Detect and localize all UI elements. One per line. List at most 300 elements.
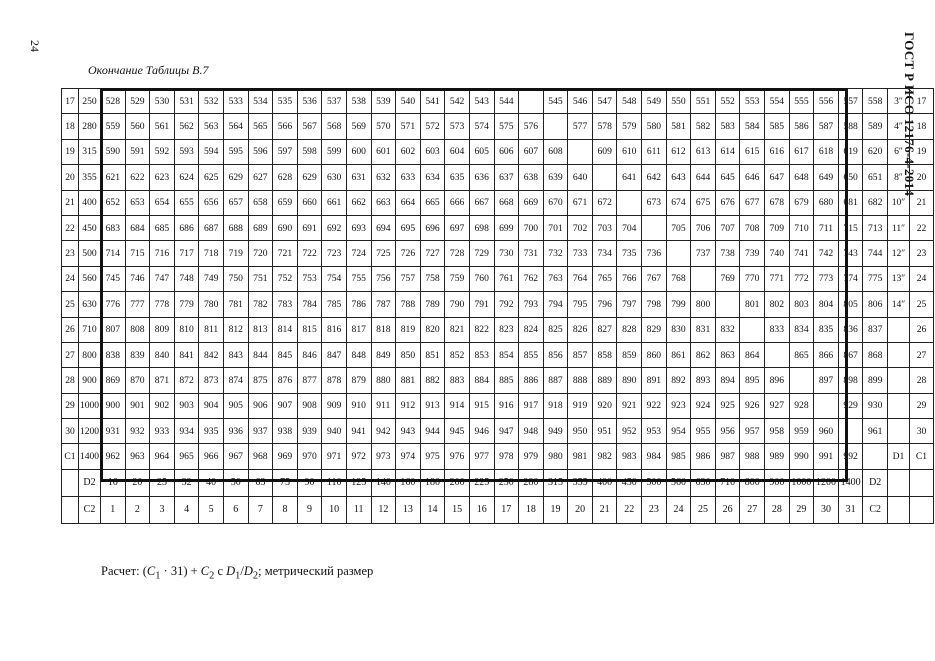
code-cell: 893 [691, 368, 716, 393]
code-cell: 555 [789, 89, 814, 114]
code-cell: 853 [469, 342, 494, 367]
code-cell: 792 [494, 292, 519, 317]
c2_row-value: 6 [223, 496, 248, 523]
code-cell: 650 [838, 165, 863, 190]
code-cell: 807 [101, 317, 126, 342]
code-cell: 606 [494, 139, 519, 164]
c2_row-value: 23 [642, 496, 667, 523]
code-cell: 533 [223, 89, 248, 114]
code-cell: 544 [494, 89, 519, 114]
code-cell: 798 [642, 292, 667, 317]
table-row [62, 89, 934, 114]
code-cell: 817 [346, 317, 371, 342]
code-cell: 596 [248, 139, 273, 164]
code-cell: 902 [150, 393, 175, 418]
c2_row-value: 24 [666, 496, 691, 523]
row-code-right: 25 [910, 292, 934, 317]
table-row [62, 266, 934, 291]
code-cell: 676 [715, 190, 740, 215]
row-imperial [888, 342, 910, 367]
code-cell: 791 [469, 292, 494, 317]
row-d1: 315 [79, 139, 101, 164]
code-cell: 688 [223, 215, 248, 240]
row-code: 22 [62, 215, 79, 240]
code-cell: 545 [543, 89, 568, 114]
c2_row-value: 2 [125, 496, 150, 523]
row-code-right: 26 [910, 317, 934, 342]
code-cell: 627 [248, 165, 273, 190]
code-cell: 903 [174, 393, 199, 418]
code-cell [838, 419, 863, 444]
code-cell: 684 [125, 215, 150, 240]
code-cell: 958 [765, 419, 790, 444]
code-cell: 860 [642, 342, 667, 367]
code-cell: 528 [101, 89, 126, 114]
code-cell: 975 [420, 444, 445, 469]
row-imperial [888, 368, 910, 393]
code-cell: 938 [273, 419, 298, 444]
code-cell: 541 [420, 89, 445, 114]
code-cell: 956 [715, 419, 740, 444]
code-cell: 669 [519, 190, 544, 215]
code-cell: 913 [420, 393, 445, 418]
code-cell: 815 [297, 317, 322, 342]
code-cell: 826 [568, 317, 593, 342]
code-cell: 686 [174, 215, 199, 240]
code-cell: 872 [174, 368, 199, 393]
code-cell: 685 [150, 215, 175, 240]
code-cell: 720 [248, 241, 273, 266]
code-cell: 722 [297, 241, 322, 266]
code-cell: 983 [617, 444, 642, 469]
code-cell: 895 [740, 368, 765, 393]
code-cell: 537 [322, 89, 347, 114]
code-cell: 547 [592, 89, 617, 114]
d2_row-value: 630 [691, 469, 716, 496]
code-cell: 614 [715, 139, 740, 164]
c2_row-value: 17 [494, 496, 519, 523]
code-cell: 844 [248, 342, 273, 367]
code-cell: 790 [445, 292, 470, 317]
code-cell: 876 [273, 368, 298, 393]
code-cell: 949 [543, 419, 568, 444]
code-cell: 987 [715, 444, 740, 469]
code-cell: 636 [469, 165, 494, 190]
code-cell: 602 [396, 139, 421, 164]
code-cell: 919 [568, 393, 593, 418]
code-cell: 738 [715, 241, 740, 266]
code-cell [789, 368, 814, 393]
code-cell: 966 [199, 444, 224, 469]
code-cell: 803 [789, 292, 814, 317]
code-cell: 961 [863, 419, 888, 444]
code-cell: 561 [150, 114, 175, 139]
row-code: 30 [62, 419, 79, 444]
code-cell: 536 [297, 89, 322, 114]
code-cell: 646 [740, 165, 765, 190]
code-cell: 944 [420, 419, 445, 444]
code-cell: 879 [346, 368, 371, 393]
code-cell: 899 [863, 368, 888, 393]
code-cell: 673 [642, 190, 667, 215]
table-row [62, 419, 934, 444]
code-cell: 656 [199, 190, 224, 215]
code-cell: 760 [469, 266, 494, 291]
code-cell: 855 [519, 342, 544, 367]
code-cell: 840 [150, 342, 175, 367]
code-cell: 723 [322, 241, 347, 266]
row-imperial: 10″ [888, 190, 910, 215]
code-cell: 535 [273, 89, 298, 114]
row-d1: 400 [79, 190, 101, 215]
blank-cell [62, 469, 79, 496]
row-code-right: 19 [910, 139, 934, 164]
d2_row-value: 710 [715, 469, 740, 496]
code-cell: 786 [346, 292, 371, 317]
d2_row-value: 560 [666, 469, 691, 496]
code-cell: 591 [125, 139, 150, 164]
c2_row-value: 30 [814, 496, 839, 523]
table-row [62, 317, 934, 342]
code-cell: 618 [814, 139, 839, 164]
code-cell: 546 [568, 89, 593, 114]
formula-text: с [214, 564, 227, 578]
code-cell: 799 [666, 292, 691, 317]
code-cell: 952 [617, 419, 642, 444]
code-cell: 769 [715, 266, 740, 291]
code-cell: 615 [740, 139, 765, 164]
code-cell: 758 [420, 266, 445, 291]
code-cell [617, 190, 642, 215]
code-cell: 856 [543, 342, 568, 367]
c2_row-value: 19 [543, 496, 568, 523]
code-cell: 557 [838, 89, 863, 114]
code-cell: 610 [617, 139, 642, 164]
code-cell: 979 [519, 444, 544, 469]
code-cell: 810 [174, 317, 199, 342]
code-cell: 531 [174, 89, 199, 114]
code-cell: 660 [297, 190, 322, 215]
code-cell: 822 [469, 317, 494, 342]
code-cell: 864 [740, 342, 765, 367]
code-cell: 833 [765, 317, 790, 342]
code-cell: 558 [863, 89, 888, 114]
code-cell: 989 [765, 444, 790, 469]
code-cell: 554 [765, 89, 790, 114]
code-cell: 934 [174, 419, 199, 444]
d2_row-value: 25 [150, 469, 175, 496]
code-cell: 579 [617, 114, 642, 139]
row-code-right: 28 [910, 368, 934, 393]
code-cell: 875 [248, 368, 273, 393]
c2_row-value: 20 [568, 496, 593, 523]
code-cell: 718 [199, 241, 224, 266]
code-cell: 734 [592, 241, 617, 266]
code-cell: 863 [715, 342, 740, 367]
code-cell: 775 [863, 266, 888, 291]
code-cell: 888 [568, 368, 593, 393]
code-cell: 923 [666, 393, 691, 418]
code-cell: 816 [322, 317, 347, 342]
code-cell: 586 [789, 114, 814, 139]
code-cell: 550 [666, 89, 691, 114]
code-cell: 658 [248, 190, 273, 215]
code-cell: 973 [371, 444, 396, 469]
code-cell: 974 [396, 444, 421, 469]
code-cell [642, 215, 667, 240]
code-cell [691, 266, 716, 291]
code-cell: 682 [863, 190, 888, 215]
row-code: 25 [62, 292, 79, 317]
code-cell: 868 [863, 342, 888, 367]
c2_row-value: 27 [740, 496, 765, 523]
row-imperial: 13″ [888, 266, 910, 291]
code-cell [519, 89, 544, 114]
code-cell: 726 [396, 241, 421, 266]
code-cell: 970 [297, 444, 322, 469]
code-cell: 583 [715, 114, 740, 139]
code-cell: 729 [469, 241, 494, 266]
code-cell: 637 [494, 165, 519, 190]
code-cell: 540 [396, 89, 421, 114]
c2_row-label: C2 [79, 496, 101, 523]
code-cell: 834 [789, 317, 814, 342]
c2_row-value: 22 [617, 496, 642, 523]
table-row [62, 215, 934, 240]
code-cell: 800 [691, 292, 716, 317]
code-cell: 988 [740, 444, 765, 469]
code-cell: 664 [396, 190, 421, 215]
code-cell: 599 [322, 139, 347, 164]
standard-title: ГОСТ Р ИСО 12176-4-2014 [902, 32, 917, 197]
c2_row-value: C2 [863, 496, 888, 523]
d2_row-value: 125 [346, 469, 371, 496]
blank-cell [888, 496, 910, 523]
d2_row-value: 40 [199, 469, 224, 496]
code-cell: 783 [273, 292, 298, 317]
d2_row-value: 500 [642, 469, 667, 496]
code-cell [666, 241, 691, 266]
code-cell: 824 [519, 317, 544, 342]
code-cell: 666 [445, 190, 470, 215]
code-cell: 698 [469, 215, 494, 240]
formula-c2-sub: 2 [209, 570, 215, 582]
code-cell: 837 [863, 317, 888, 342]
code-cell: 851 [420, 342, 445, 367]
code-cell: 889 [592, 368, 617, 393]
code-cell: 752 [273, 266, 298, 291]
code-cell: 784 [297, 292, 322, 317]
code-cell: 663 [371, 190, 396, 215]
table-row [62, 393, 934, 418]
code-cell: 611 [642, 139, 667, 164]
code-cell: 907 [273, 393, 298, 418]
c2_row-value: 15 [445, 496, 470, 523]
code-cell: 604 [445, 139, 470, 164]
code-cell: 912 [396, 393, 421, 418]
code-cell: 911 [371, 393, 396, 418]
page-number: 24 [28, 40, 42, 52]
code-cell: 885 [494, 368, 519, 393]
code-cell: 967 [223, 444, 248, 469]
code-cell: 927 [765, 393, 790, 418]
code-cell: 654 [150, 190, 175, 215]
row-d1: 450 [79, 215, 101, 240]
code-cell: 770 [740, 266, 765, 291]
code-cell: 570 [371, 114, 396, 139]
row-code: 21 [62, 190, 79, 215]
code-cell: 925 [715, 393, 740, 418]
code-cell: 933 [150, 419, 175, 444]
code-cell: 715 [125, 241, 150, 266]
code-cell: 968 [248, 444, 273, 469]
code-cell: 628 [273, 165, 298, 190]
row-code-right: 23 [910, 241, 934, 266]
code-cell: 704 [617, 215, 642, 240]
code-cell: 629 [297, 165, 322, 190]
formula-d1-sub: 1 [235, 570, 241, 582]
code-cell: 896 [765, 368, 790, 393]
code-cell: 929 [838, 393, 863, 418]
code-cell: 957 [740, 419, 765, 444]
table-row [62, 241, 934, 266]
code-cell: 543 [469, 89, 494, 114]
code-cell: 549 [642, 89, 667, 114]
code-cell: 699 [494, 215, 519, 240]
code-cell: 582 [691, 114, 716, 139]
code-cell: 850 [396, 342, 421, 367]
row-d1: 250 [79, 89, 101, 114]
code-cell: 581 [666, 114, 691, 139]
code-cell: 600 [346, 139, 371, 164]
code-cell: 832 [715, 317, 740, 342]
code-cell: 587 [814, 114, 839, 139]
code-cell: 992 [838, 444, 863, 469]
code-cell: 607 [519, 139, 544, 164]
code-cell: 742 [814, 241, 839, 266]
row-d1: 1200 [79, 419, 101, 444]
code-cell: 675 [691, 190, 716, 215]
c2_row-value: 26 [715, 496, 740, 523]
code-cell: 849 [371, 342, 396, 367]
code-cell: 642 [642, 165, 667, 190]
code-cell: 716 [150, 241, 175, 266]
row-d1: 800 [79, 342, 101, 367]
code-cell: 691 [297, 215, 322, 240]
code-cell: 679 [789, 190, 814, 215]
code-cell: 935 [199, 419, 224, 444]
code-cell: 962 [101, 444, 126, 469]
code-cell: 621 [101, 165, 126, 190]
c2_row-value: 29 [789, 496, 814, 523]
code-cell: 578 [592, 114, 617, 139]
table-row [62, 165, 934, 190]
code-cell: 701 [543, 215, 568, 240]
code-cell: 857 [568, 342, 593, 367]
code-cell: 955 [691, 419, 716, 444]
c2_row-value: 8 [273, 496, 298, 523]
code-cell: 748 [174, 266, 199, 291]
code-cell: 638 [519, 165, 544, 190]
code-cell: 905 [223, 393, 248, 418]
code-cell: 965 [174, 444, 199, 469]
code-cell: 928 [789, 393, 814, 418]
table-row [62, 444, 934, 469]
code-cell: 707 [715, 215, 740, 240]
formula-d2-sub: 2 [252, 570, 259, 582]
code-cell: 538 [346, 89, 371, 114]
d2_row-value: D2 [863, 469, 888, 496]
code-cell: 568 [322, 114, 347, 139]
code-cell: 841 [174, 342, 199, 367]
code-cell: 590 [101, 139, 126, 164]
code-cell: 757 [396, 266, 421, 291]
c2_row-value: 1 [101, 496, 126, 523]
code-cell: 801 [740, 292, 765, 317]
row-imperial: 14″ [888, 292, 910, 317]
code-cell: 695 [396, 215, 421, 240]
code-cell: 598 [297, 139, 322, 164]
code-cell: 942 [371, 419, 396, 444]
row-imperial [888, 419, 910, 444]
code-cell: 562 [174, 114, 199, 139]
code-cell: 811 [199, 317, 224, 342]
code-cell: 702 [568, 215, 593, 240]
code-cell: 609 [592, 139, 617, 164]
formula-text: / [240, 564, 244, 578]
code-cell: 835 [814, 317, 839, 342]
row-imperial: 12″ [888, 241, 910, 266]
d2-row [62, 469, 934, 496]
code-cell: 867 [838, 342, 863, 367]
code-cell: 608 [543, 139, 568, 164]
code-cell: 794 [543, 292, 568, 317]
code-cell: 572 [420, 114, 445, 139]
code-cell: 765 [592, 266, 617, 291]
code-cell: 940 [322, 419, 347, 444]
code-cell: 829 [642, 317, 667, 342]
code-cell: 870 [125, 368, 150, 393]
code-cell: 761 [494, 266, 519, 291]
table-row [62, 342, 934, 367]
code-cell: 576 [519, 114, 544, 139]
code-cell: 641 [617, 165, 642, 190]
code-cell: 814 [273, 317, 298, 342]
code-cell: 878 [322, 368, 347, 393]
code-cell: 740 [765, 241, 790, 266]
c2_row-value: 25 [691, 496, 716, 523]
d2_row-value: 63 [248, 469, 273, 496]
code-cell: 706 [691, 215, 716, 240]
code-cell: 703 [592, 215, 617, 240]
code-cell: 787 [371, 292, 396, 317]
code-cell: 548 [617, 89, 642, 114]
calculation-note [101, 564, 373, 582]
code-cell: 918 [543, 393, 568, 418]
code-cell: 779 [174, 292, 199, 317]
code-cell: 674 [666, 190, 691, 215]
row-code-right: 30 [910, 419, 934, 444]
code-cell: 781 [223, 292, 248, 317]
code-cell: 773 [814, 266, 839, 291]
row-code: 24 [62, 266, 79, 291]
code-cell: 838 [101, 342, 126, 367]
code-cell: 926 [740, 393, 765, 418]
code-cell: 640 [568, 165, 593, 190]
code-cell: 806 [863, 292, 888, 317]
code-cell: 959 [789, 419, 814, 444]
code-cell: 869 [101, 368, 126, 393]
